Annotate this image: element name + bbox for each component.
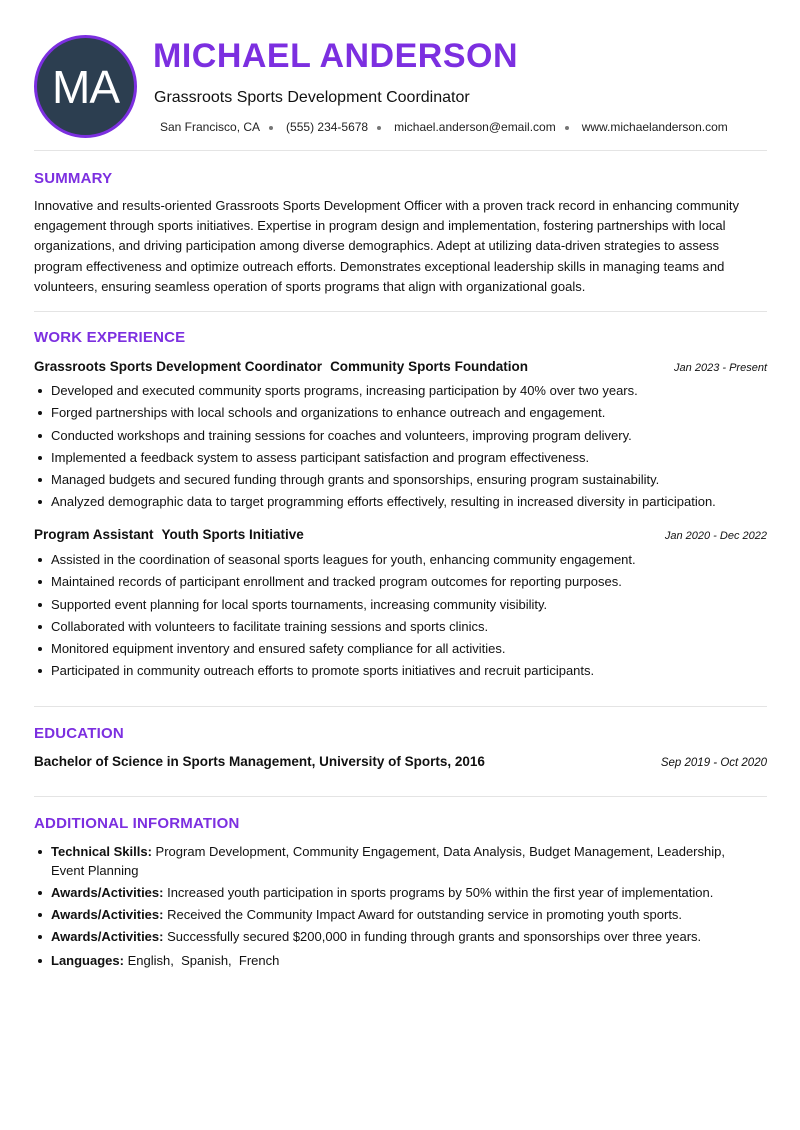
- list-item: Analyzed demographic data to target programming efforts effectively, resulting in increased diversity in participation.: [34, 494, 774, 510]
- divider: [34, 796, 767, 797]
- list-item: Maintained records of participant enrollment and tracked program outcomes for reporting purposes.: [34, 574, 774, 590]
- list-item: Implemented a feedback system to assess participant satisfaction and program effectiveness.: [34, 450, 774, 466]
- education-entry: [34, 754, 767, 769]
- list-item: [34, 884, 754, 903]
- contact-location: San Francisco, CA: [160, 120, 261, 134]
- separator-dot-icon: [269, 126, 273, 130]
- job-header: [34, 526, 767, 544]
- avatar: [34, 35, 137, 138]
- work-experience-heading: WORK EXPERIENCE: [34, 329, 186, 346]
- item-label: Languages:: [51, 953, 124, 968]
- item-label: Awards/Activities:: [51, 928, 164, 944]
- job-company: Youth Sports Initiative: [161, 527, 304, 542]
- contact-email[interactable]: michael.anderson@email.com: [394, 120, 556, 134]
- job-company: Community Sports Foundation: [330, 359, 529, 374]
- contact-info: [160, 120, 728, 134]
- job-role: Grassroots Sports Development Coordinator: [34, 359, 323, 374]
- item-text: Increased youth participation in sports programs by 50% within the first year of implementation.: [167, 884, 714, 900]
- list-item: Monitored equipment inventory and ensured safety compliance for all activities.: [34, 641, 774, 657]
- job-date: Jan 2023 - Present: [674, 362, 767, 374]
- list-item: [34, 843, 754, 880]
- candidate-name: MICHAEL ANDERSON: [153, 37, 519, 75]
- contact-website[interactable]: www.michaelanderson.com: [581, 120, 728, 134]
- separator-dot-icon: [565, 126, 569, 130]
- additional-info-heading: ADDITIONAL INFORMATION: [34, 815, 240, 832]
- job-bullets: [34, 383, 774, 517]
- item-label: Awards/Activities:: [51, 884, 164, 900]
- list-item: Assisted in the coordination of seasonal sports leagues for youth, enhancing community engagement.: [34, 552, 774, 568]
- divider: [34, 311, 767, 312]
- additional-info-list: [34, 843, 754, 974]
- job-bullets: [34, 552, 774, 686]
- list-item: Participated in community outreach efforts to promote sports initiatives and recruit participants.: [34, 663, 774, 679]
- list-item: [34, 952, 754, 971]
- list-item: [34, 906, 754, 925]
- list-item: Managed budgets and secured funding through grants and sponsorships, ensuring program sustainability.: [34, 472, 774, 488]
- item-text: Successfully secured $200,000 in funding through grants and sponsorships over three years.: [167, 928, 702, 944]
- job-header: [34, 358, 767, 376]
- separator-dot-icon: [377, 126, 381, 130]
- candidate-title: Grassroots Sports Development Coordinator: [154, 89, 470, 106]
- item-label: Awards/Activities:: [51, 906, 164, 922]
- job-date: Jan 2020 - Dec 2022: [664, 530, 767, 542]
- item-label: Technical Skills:: [51, 844, 152, 859]
- list-item: [34, 928, 754, 947]
- list-item: Conducted workshops and training sessions for coaches and volunteers, improving program delivery.: [34, 428, 774, 444]
- summary-heading: SUMMARY: [34, 170, 113, 187]
- list-item: Collaborated with volunteers to facilitate training sessions and sports clinics.: [34, 619, 774, 635]
- job-role: Program Assistant: [34, 527, 154, 542]
- list-item: Developed and executed community sports programs, increasing participation by 40% over two years.: [34, 383, 774, 399]
- list-item: Supported event planning for local sports tournaments, increasing community visibility.: [34, 597, 774, 613]
- summary-text: Innovative and results-oriented Grassroots Sports Development Officer with a proven track record in enhancing community engagement through sports initiatives. Expertise in program design and implementation, fostering partnerships with local organizations, and driving participation among diverse demographics. Adept at utilizing data-driven strategies to assess program effectiveness and optimize outreach efforts. Demonstrates exceptional leadership skills in managing teams and volunteers, ensuring seamless operation of sports programs that align with organizational goals.: [34, 198, 739, 294]
- avatar-initials: MA: [52, 60, 119, 113]
- item-text: Received the Community Impact Award for outstanding service in promoting youth sports.: [167, 906, 683, 922]
- divider: [34, 706, 767, 707]
- resume-header: [0, 0, 800, 150]
- list-item: Forged partnerships with local schools and organizations to enhance outreach and engagement.: [34, 405, 774, 421]
- item-text: Program Development, Community Engagement, Data Analysis, Budget Management, Leadership, Event Planning: [51, 844, 725, 878]
- divider: [34, 150, 767, 151]
- contact-phone[interactable]: (555) 234-5678: [286, 120, 369, 134]
- education-heading: EDUCATION: [34, 725, 124, 742]
- education-date: Sep 2019 - Oct 2020: [660, 757, 767, 769]
- education-degree: Bachelor of Science in Sports Management, University of Sports, 2016: [34, 754, 485, 769]
- item-text: English, Spanish, French: [127, 953, 280, 968]
